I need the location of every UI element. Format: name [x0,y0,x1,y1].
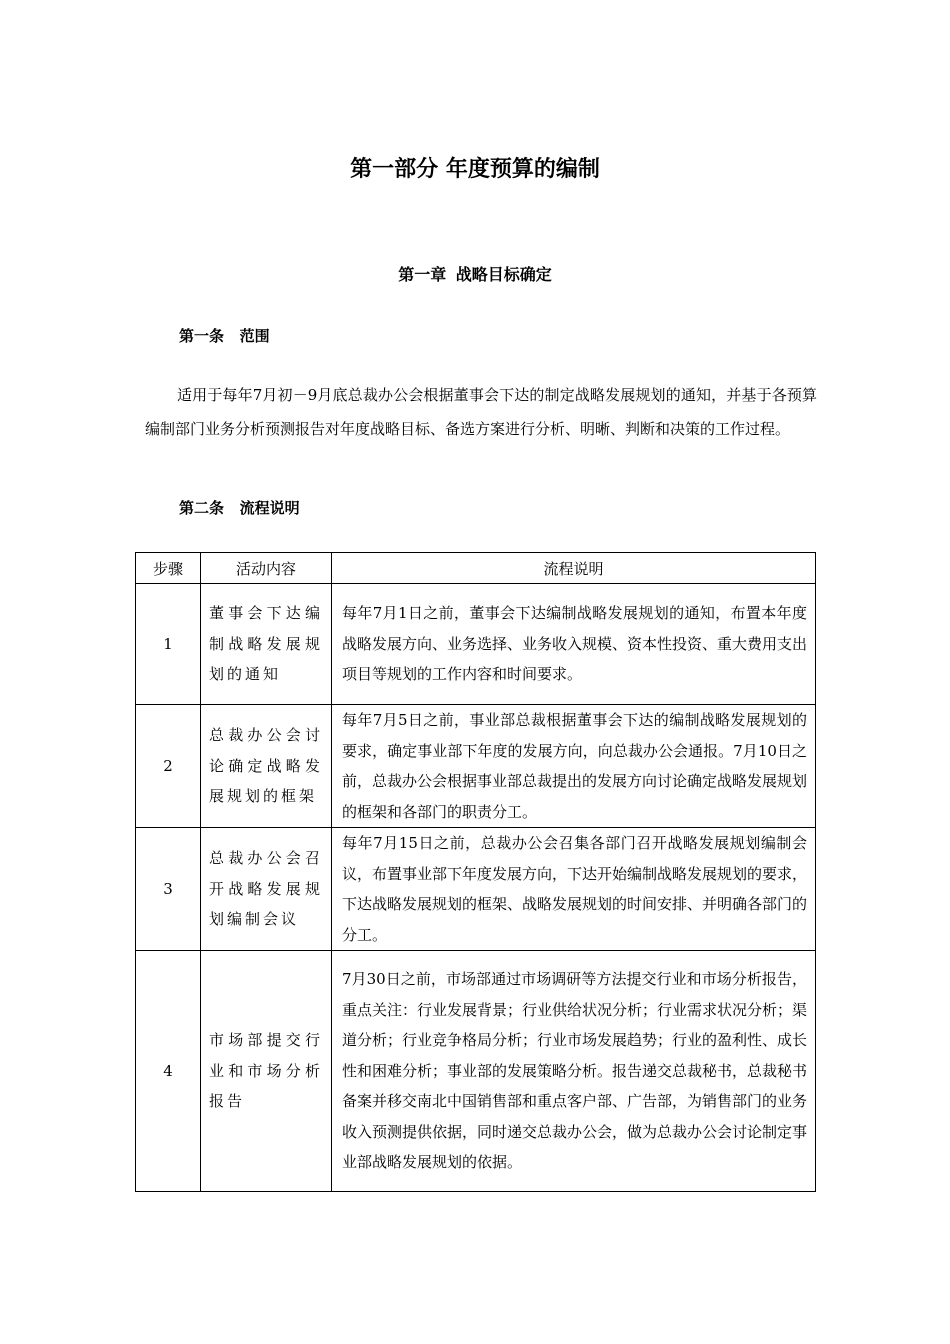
step-number: 2 [136,705,201,828]
header-activity: 活动内容 [201,553,332,584]
step-number: 4 [136,951,201,1192]
process-table [135,552,816,1192]
description-cell: 7月30日之前，市场部通过市场调研等方法提交行业和市场分析报告，重点关注：行业发展背景；行业供给状况分析；行业需求状况分析；渠道分析；行业竞争格局分析；行业市场发展趋势；行业的盈利性、成长性和困难分析；事业部的发展策略分析。报告递交总裁秘书，总裁秘书备案并移交南北中国销售部和重点客户部、广告部，为销售部门的业务收入预测提供依据，同时递交总裁办公会，做为总裁办公会讨论制定事业部战略发展规划的依据。 [332,951,816,1192]
part-title: 第一部分 年度预算的编制 [350,157,600,182]
activity-cell: 总裁办公会讨论确定战略发展规划的框架 [201,705,332,828]
chapter-title: 第一章 战略目标确定 [398,265,552,284]
step-number: 1 [136,584,201,705]
table-row [136,705,816,828]
table-row [136,584,816,705]
article-1-title: 第一条 范围 [179,327,270,345]
table-row [136,828,816,951]
step-number: 3 [136,828,201,951]
description-cell: 每年7月15日之前，总裁办公会召集各部门召开战略发展规划编制会议，布置事业部下年度发展方向，下达开始编制战略发展规划的要求，下达战略发展规划的框架、战略发展规划的时间安排、并明确各部门的分工。 [332,828,816,951]
table-row [136,951,816,1192]
description-cell: 每年7月5日之前，事业部总裁根据董事会下达的编制战略发展规划的要求，确定事业部下年度的发展方向，向总裁办公会通报。7月10日之前，总裁办公会根据事业部总裁提出的发展方向讨论确定战略发展规划的框架和各部门的职责分工。 [332,705,816,828]
article-2-title: 第二条 流程说明 [179,499,300,517]
header-step: 步骤 [136,553,201,584]
table-header-row [136,553,816,584]
description-cell: 每年7月1日之前，董事会下达编制战略发展规划的通知，布置本年度战略发展方向、业务选择、业务收入规模、资本性投资、重大费用支出项目等规划的工作内容和时间要求。 [332,584,816,705]
article-1-body: 适用于每年7月初－9月底总裁办公会根据董事会下达的制定战略发展规划的通知，并基于各预算编制部门业务分析预测报告对年度战略目标、备选方案进行分析、明晰、判断和决策的工作过程。 [145,386,817,438]
activity-cell: 市场部提交行业和市场分析报告 [201,951,332,1192]
activity-cell: 总裁办公会召开战略发展规划编制会议 [201,828,332,951]
header-description: 流程说明 [332,553,816,584]
activity-cell: 董事会下达编制战略发展规划的通知 [201,584,332,705]
